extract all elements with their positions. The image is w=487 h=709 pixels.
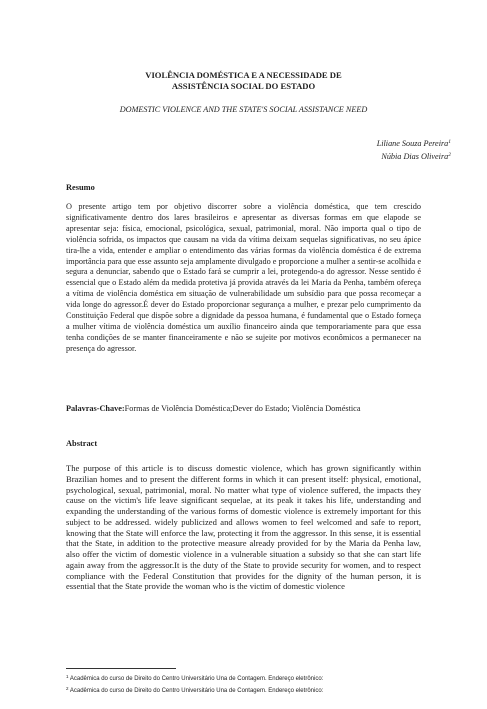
footnote-text: Acadêmica do curso de Direito do Centro Universitário Una de Contagem. Endereço eletrônico: xyxy=(69,688,324,694)
footnote-1 xyxy=(66,672,446,684)
footnote-text: Acadêmica do curso de Direito do Centro Universitário Una de Contagem. Endereço eletrônico: xyxy=(69,676,324,682)
article-subtitle: DOMESTIC VIOLENCE AND THE STATE'S SOCIAL ASSISTANCE NEED xyxy=(119,105,368,114)
article-title xyxy=(60,70,427,92)
title-line-1: VIOLÊNCIA DOMÉSTICA E A NECESSIDADE DE xyxy=(145,70,342,80)
resumo-text: O presente artigo tem por objetivo discorrer sobre a violência doméstica, que tem crescido significativamente dentro dos lares brasileiros e apresentar as diversas formas em que elapode se apresentar seja: física, emocional, psicológica, sexual, patrimonial, moral. Não importa qual o tipo de violência sofrida, os impactos que causam na vida da vítima deixam sequelas significativas, no seu ápice tira-lhe a vida, entender e ampliar o entendimento das várias formas da violência doméstica é de extrema importância para que esse assunto seja amplamente divulgado e proporcione a mulher a sentir-se acolhida e segura a denunciar, sabendo que o Estado fará se cumprir a lei, protegendo-a do agressor. Nesse sentido é essencial que o Estado além da medida protetiva já provida através da lei Maria da Penha, também ofereça a vítima de violência doméstica em situação de vulnerabilidade um subsídio para que possa recomeçar a vida longe do agressor.É dever do Estado proporcionar segurança a mulher, e prezar pelo cumprimento da Constituição Federal que dispõe sobre a dignidade da pessoa humana, é fundamental que o Estado forneça a mulher vítima de violência doméstica um auxílio financeiro ainda que temporariamente para que essa tenha condições de se manter financeiramente e não se sujeite por motivos econômicos a permanecer na presença do agressor. xyxy=(66,202,421,353)
footnote-divider xyxy=(66,668,176,669)
keywords-line xyxy=(66,403,446,414)
abstract-heading: Abstract xyxy=(66,439,98,448)
abstract-text: The purpose of this article is to discuss domestic violence, which has grown significantly within Brazilian homes and to present the different forms in which it can present itself: physical, emotional, psychological, sexual, patrimonial, moral. No matter what type of violence suffered, the impacts they cause on the victim's life leave significant sequelae, at its peak it takes his life, understanding and expanding the understanding of the various forms of domestic violence is extremely important for this subject to be addressed. widely publicized and allows women to feel welcomed and safe to report, knowing that the State will enforce the law, protecting it from the aggressor. In this sense, it is essential that the State, in addition to the protective measure already provided for by the Maria da Penha law, also offer the victim of domestic violence in a vulnerable situation a subsidy so that she can start life again away from the aggressor.It is the duty of the State to provide security for women, and to respect compliance with the Federal Constitution that provides for the dignity of the human person, it is essential that the State provide the woman who is the victim of domestic violence xyxy=(66,463,421,592)
footnote-ref[interactable]: 1 xyxy=(448,139,451,145)
keywords-text: Formas de Violência Doméstica;Dever do Estado; Violência Doméstica xyxy=(124,404,361,413)
author-list xyxy=(377,137,451,162)
author-2 xyxy=(377,150,451,163)
footnote-2 xyxy=(66,684,446,696)
footnote-ref[interactable]: 2 xyxy=(448,151,451,158)
author-name: Núbia Dias Oliveira xyxy=(381,151,449,161)
keywords-label: Palavras-Chave: xyxy=(66,404,125,413)
footnotes xyxy=(66,672,446,696)
author-1 xyxy=(377,137,451,150)
resumo-heading: Resumo xyxy=(66,183,95,192)
footnote-number: 1 xyxy=(66,674,69,679)
footnote-number: 2 xyxy=(66,686,69,691)
title-line-2: ASSISTÊNCIA SOCIAL DO ESTADO xyxy=(171,81,316,91)
author-name: Liliane Souza Pereira xyxy=(376,139,449,148)
